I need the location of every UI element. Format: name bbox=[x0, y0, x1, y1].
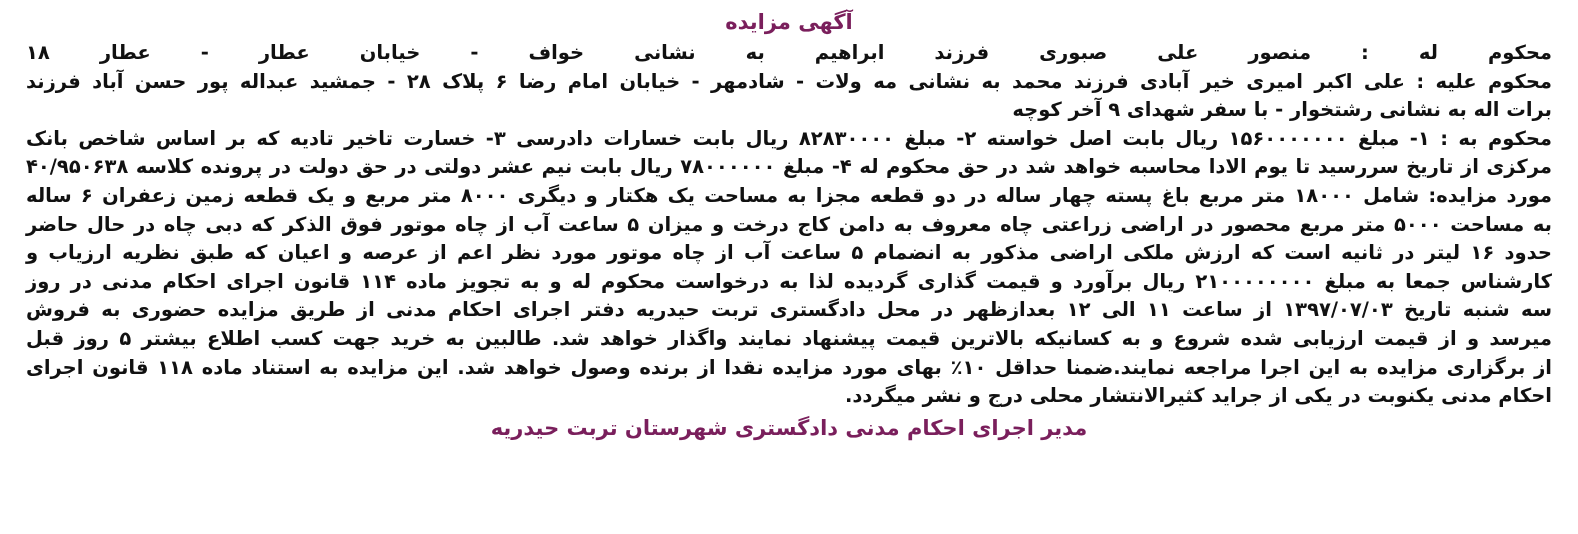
notice-line-address: برات اله به نشانی رشتخوار - با سفر شهدای ۹ آخر کوچه bbox=[1012, 98, 1552, 122]
notice-body bbox=[26, 39, 1552, 411]
notice-line-water: حدود ۱۶ لیتر در ثانیه است که ارزش ملکی اراضی مذکور به انضمام ۵ ساعت آب از چاه موتور مورد نظر اعم از عرصه و اعیان که طبق نظریه ارزیاب و bbox=[26, 241, 1552, 265]
notice-line-valuation: کارشناس جمعا به مبلغ ۲۱۰۰۰۰۰۰۰۰ ریال برآورد و قیمت گذاری گردیده لذا به درخواست محکوم له و به تجویز ماده ۱۱۴ قانون اجرای احکام مدنی در روز bbox=[26, 269, 1553, 293]
notice-line-judgment: محکوم به : ۱- مبلغ ۱۵۶۰۰۰۰۰۰۰ ریال بابت اصل خواسته ۲- مبلغ ۸۲۸۳۰۰۰۰ ریال بابت خسارات دادرسی ۳- خسارت تاخیر تادیه که بر اساس شاخص بانک bbox=[26, 126, 1552, 150]
notice-line-area: به مساحت ۵۰۰۰ متر مربع محصور در اراضی زراعتی چاه معروف به دامن کاج درخت و میزان ۵ ساعت آب از چاه موتور فوق الذکر که دبی چاه در حال حاضر bbox=[26, 212, 1552, 236]
notice-line-judgment-cont: مرکزی از تاریخ سررسید تا یوم الادا محاسبه خواهد شد در حق محکوم له ۴- مبلغ ۷۸۰۰۰۰۰۰ ریال بابت نیم عشر دولتی در حق دولت در پرونده کلاسه ۴۰/۹۵۰۶۳۸ bbox=[26, 155, 1552, 179]
notice-line-payment: از برگزاری مزایده به این اجرا مراجعه نمایند.ضمنا حداقل ۱۰٪ بهای مورد مزایده نقدا از برنده وصول خواهد شد. این مزایده به استناد ماده ۱۱۸ قانون اجرای bbox=[26, 355, 1552, 379]
notice-line-bidding: میرسد و از قیمت ارزیابی شده شروع و به کسانیکه بالاترین قیمت پیشنهاد نمایند واگذار خواهد شد. طالبین به خرید جهت کسب اطلاع بیشتر ۵ روز قبل bbox=[26, 326, 1552, 350]
notice-signature: مدیر اجرای احکام مدنی دادگستری شهرستان تربت حیدریه bbox=[490, 415, 1088, 440]
notice-line-convicted-against: محکوم علیه : علی اکبر امیری خیر آبادی فرزند محمد به نشانی مه ولات - شادمهر - خیابان امام رضا ۶ پلاک ۲۸ - جمشید عبداله پور حسن آباد فرزند bbox=[26, 69, 1552, 93]
notice-line-convicted-for: محکوم له : منصور علی صبوری فرزند ابراهیم به نشانی خواف - خیابان عطار - عطار ۱۸ bbox=[26, 41, 1552, 64]
notice-line-date: سه شنبه تاریخ ۱۳۹۷/۰۷/۰۳ از ساعت ۱۱ الی ۱۲ بعدازظهر در محل دادگستری تربت حیدریه دفتر اجرای احکام مدنی از طریق مزایده حضوری به فروش bbox=[26, 298, 1552, 322]
notice-line-auction-item: مورد مزایده: شامل ۱۸۰۰۰ متر مربع باغ پسته چهار ساله در دو قطعه مجزا به مساحت یک هکتار و دیگری ۸۰۰۰ متر مربع و یک قطعه زمین زعفران ۶ ساله bbox=[26, 183, 1552, 207]
notice-title: آگهی مزایده bbox=[725, 10, 853, 34]
notice-line-publication: احکام مدنی یکنوبت در یکی از جراید کثیرالانتشار محلی درج و نشر میگردد. bbox=[844, 384, 1552, 408]
